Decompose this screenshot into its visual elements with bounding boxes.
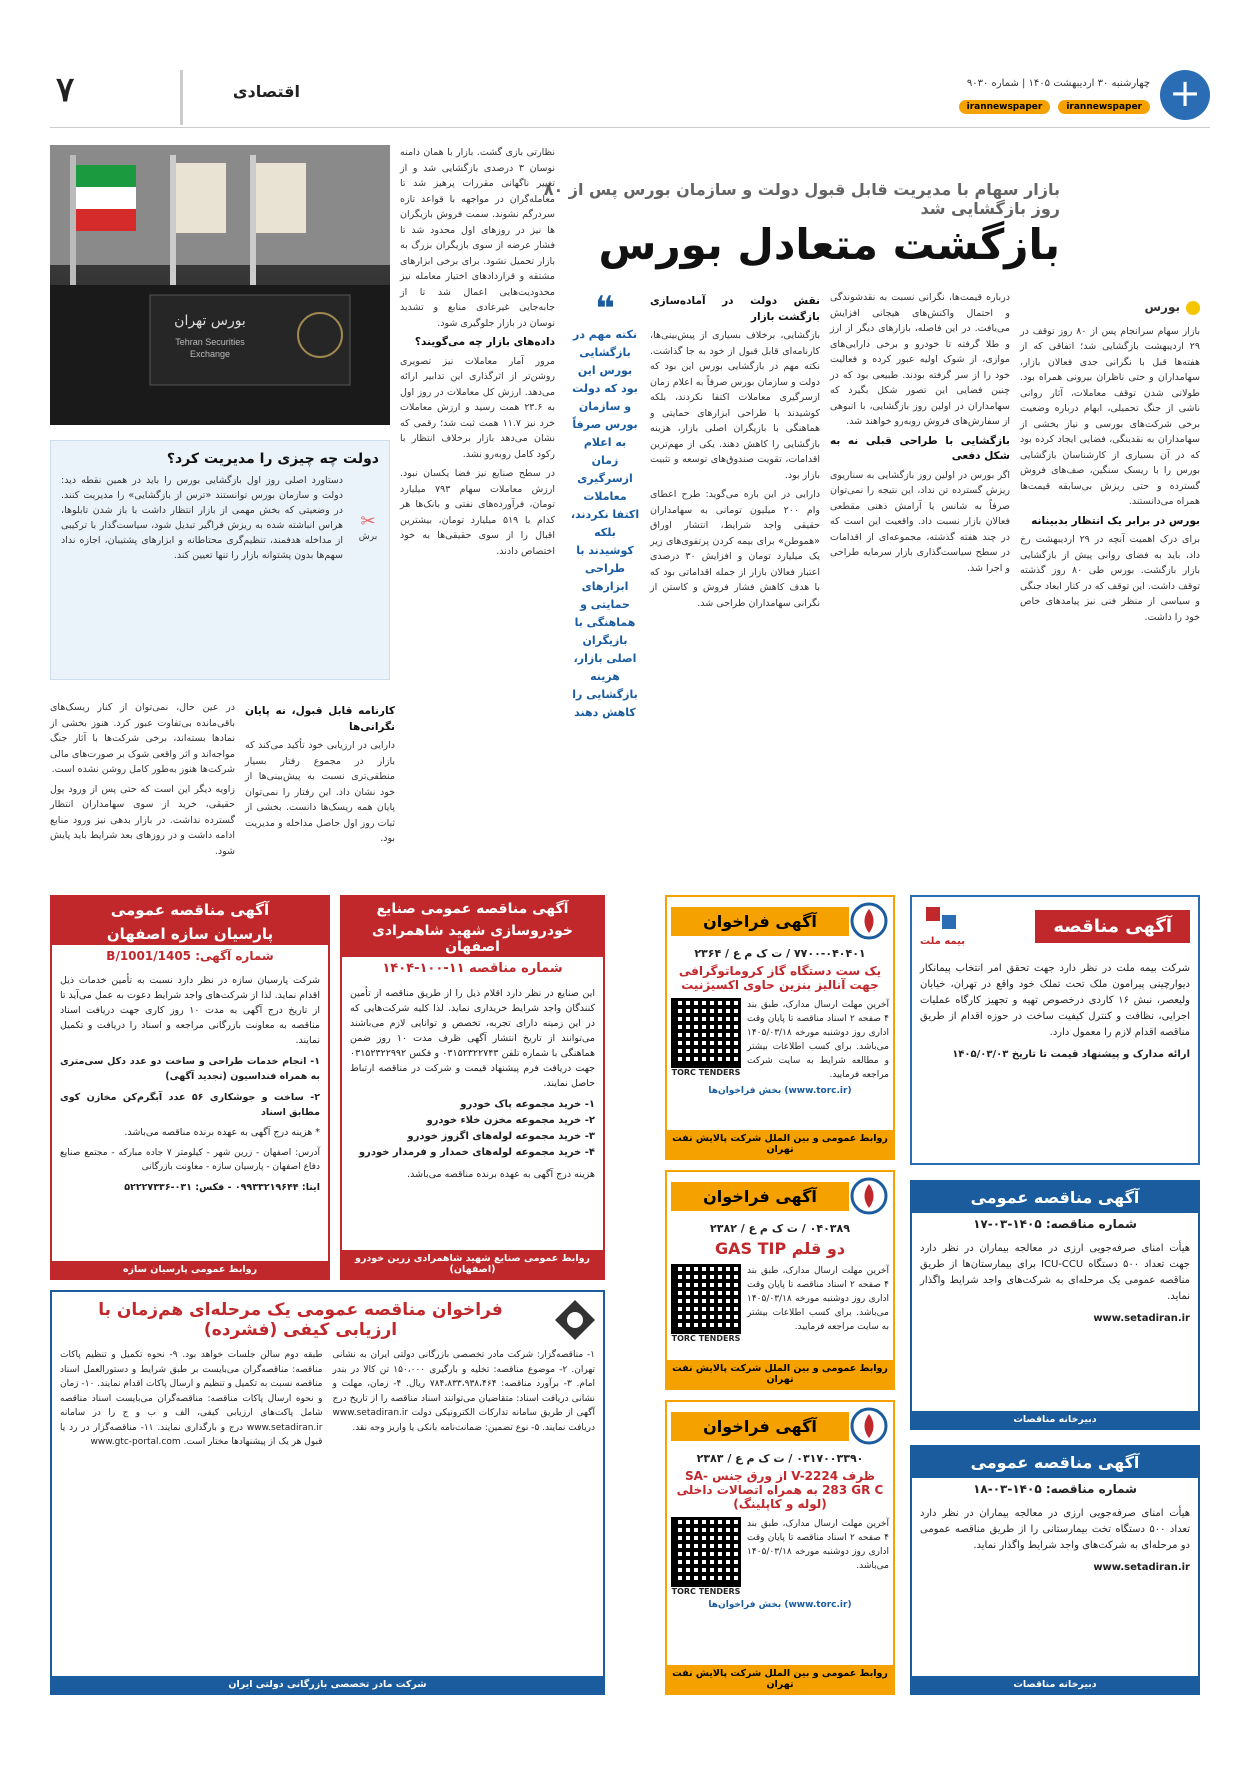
article-column-4 [400, 145, 555, 705]
torc-link[interactable]: (www.torc.ir) بخش فراخوان‌ها [708, 1600, 852, 1610]
topic-dot-icon [1186, 301, 1200, 315]
tehran-exchange-image [50, 145, 390, 425]
ad-call-1: آگهی فراخوان ۷۷۰۰-۰۴۰۴۰۱ / ت ک م ع / ۲۳۶۴ یک ست دستگاه گاز کروماتوگرافی جهت آنالیز بنزین حاوی اکسیژنیت آخرین مهلت ارسال مدارک، طبق بند ۴ صفحه ۲ اسناد مناقصه تا پایان وقت اداری روز دوشنبه مورخه ۱۴۰۵/۰۳/۱۸ می‌باشد. برای کسب اطلاعات بیشتر و مطالعه شرایط به سایت شرکت مراجعه فرمایید. TORC TENDERS (www.torc.ir) بخش فراخوان‌ها روابط عمومی و بین الملل شرکت پالایش نفت تهران [665, 895, 895, 1160]
page-number: ۷ [56, 71, 75, 109]
article-photo [50, 145, 390, 425]
svg-text:Tehran Securities: Tehran Securities [175, 337, 245, 347]
gtc-logo-icon [553, 1298, 597, 1342]
svg-text:بورس تهران: بورس تهران [174, 313, 246, 329]
article-headline: بازگشت متعادل بورس [598, 220, 1060, 269]
article-kicker: بازار سهام با مدیریت قابل قبول دولت و سازمان بورس پس از ۸۰ روز بازگشایی شد [543, 180, 1060, 218]
bottom-column-2: در عین حال، نمی‌توان از کنار ریسک‌های باقی‌مانده بی‌تفاوت عبور کرد. هنوز بخشی از نماد‌ها بسته‌اند، برخی شرکت‌ها با آثار جنگ مواجه‌اند و اثر واقعی شوک بر صورت‌های مالی شرکت‌ها هنوز به‌طور کامل روشن نشده است. زاویه دیگر این است که حتی پس از ورود پول حقیقی، خرید از سوی سهامداران انتظار گسترده نداشت. در بازار بدهی نیز ورود منابع ادامه داشت و در روزهای بعد شرایط باید پایش شود. [50, 702, 235, 857]
bottom-column-1: کارنامه قابل قبول، نه پایان نگرانی‌ها دارایی در ارزیابی خود تأکید می‌کند که بازار در مجموع رفتار بسیار منطقی‌تری نسبت به پیش‌بینی‌ها از خود نشان داد. این رفتار را نمی‌توان پایان همه ریسک‌ها دانست. بخشی از ثبات روز اول حاصل مداخله و مدیریت بود. [245, 705, 395, 844]
ad-title: آگهی مناقصه [1035, 910, 1190, 943]
sidebar-box [50, 440, 390, 680]
article-column-3 [650, 290, 820, 860]
paragraph: بازار سهام سرانجام پس از ۸۰ روز توقف در ۲۹ اردیبهشت بازگشایی شد؛ اتفاقی که از هفته‌ها قبل با نگرانی جدی فعالان بازار، سهامداران و حتی ناظران بیرونی همراه بود. طولانی شدن توقف معاملات، آثار روانی ناشی از جنگ تحمیلی، ابهام درباره وضعیت برخی شرکت‌های بورسی و نیاز بخشی از سهامداران به نقدینگی، فضایی ایجاد کرده بود که در آن بسیاری از کارشناسان بازگشایی بورس را با ریسک سنگین، صف‌های فروش گسترده و حتی ریزش بی‌سابقه قیمت‌ها همراه می‌دانستند. [1020, 325, 1200, 507]
subheading: نقش دولت در آماده‌سازی بازگشت بازار [650, 295, 820, 323]
plus-icon[interactable]: + [1160, 70, 1210, 120]
mellat-logo: بیمه ملت [920, 905, 965, 947]
nioc-logo-icon [849, 1406, 889, 1446]
nioc-logo-icon [849, 1176, 889, 1216]
paragraph: درباره قیمت‌ها، نگرانی نسبت به نقدشوندگی و احتمال واکنش‌های هیجانی افزایش می‌یافت. در این فاصله، بازارهای دیگر از ارز و طلا گرفته تا خودرو و برخی دارایی‌های موازی، از شوک اولیه عبور کرده و فعالیت خود را از سر گرفته بودند. طبیعی بود که در چنین فضایی این تصور شکل بگیرد که سهامداران در اولین روز بازگشایی، با انبوهی از سفارش‌های فروش روبه‌رو خواهند شد. [830, 292, 1010, 427]
ad-tender-3: آگهی مناقصه عمومی شماره مناقصه: ۱۴۰۵-۰۳-۱۸ هیأت امنای صرفه‌جویی ارزی در معالجه بیماران در نظر دارد تعداد ۵۰۰ دستگاه تخت بیمارستانی را از طریق مناقصه عمومی دو مرحله‌ای به شرکت‌های واجد شرایط واگذار نماید. www.setadiran.ir دبیرخانه مناقصات [910, 1445, 1200, 1695]
scissors-icon: ✂ برش [358, 511, 378, 542]
telegram-link[interactable]: irannewspaper [959, 100, 1051, 114]
ad-footer: ارائه مدارک و پیشنهاد قیمت تا تاریخ ۱۴۰۵/۰۳/۰۳ [952, 1049, 1190, 1060]
svg-text:Exchange: Exchange [189, 349, 231, 359]
ad-parsian-tender: آگهی مناقصه عمومی پارسیان سازه اصفهان شماره آگهی: 1405/B/1001 شرکت پارسیان سازه در نظر دارد نسبت به تأمین خدمات ذیل اقدام نماید. لذا از شرکت‌های واجد شرایط دعوت به عمل می‌آید تا از تاریخ درج آگهی به مدت ۱۰ روز کاری جهت دریافت اسناد مناقصه به معاونت بازرگانی مراجعه و اسناد را دریافت و تکمیل نمایند. ۱- انجام خدمات طراحی و ساخت دو عدد دکل سی‌متری به همراه فنداسیون (تجدید آگهی) ۲- ساخت و جوشکاری ۵۶ عدد آبگرم‌کن مخازن کوی مطابق اسناد * هزینه درج آگهی به عهده برنده مناقصه می‌باشد. آدرس: اصفهان - زرین شهر - کیلومتر ۷ جاده مبارکه - مجتمع صنایع دفاع اصفهان - پارسیان سازه - معاونت بازرگانی ایتا: ۰۹۹۳۳۲۱۹۶۴۴ - فکس: ۰۳۱-۵۲۲۲۷۳۳۶ روابط عمومی پارسیان سازه [50, 895, 330, 1280]
topic-tag: بورس [1020, 300, 1200, 316]
instagram-link[interactable]: irannewspaper [1058, 100, 1150, 114]
ad-tender-2: آگهی مناقصه عمومی شماره مناقصه: ۱۴۰۵-۰۳-۱۷ هیأت امنای صرفه‌جویی ارزی در معالجه بیماران در نظر دارد جهت تعداد ۵۰۰ دستگاه ICU-CCU برای بیمارستان‌ها از طریق مناقصه عمومی یک مرحله‌ای به شرکت‌های واجد شرایط واگذار نماید. www.setadiran.ir دبیرخانه مناقصات [910, 1180, 1200, 1430]
article-column-2 [830, 290, 1010, 860]
subheading: بورس در برابر یک انتظار بدبینانه [1031, 514, 1200, 527]
mellat-logo-icon [924, 905, 960, 933]
qr-code[interactable] [671, 1517, 741, 1587]
pull-quote: ❝ نکته مهم در بازگشایی بورس این بود که دولت و سازمان بورس صرفاً به اعلام زمان ازسرگیری معاملات اکتفا نکردند، بلکه کوشیدند با طراحی ابزارهای حمایتی و هماهنگی با بازیگران اصلی بازار، هزینه بازگشایی را کاهش دهند [570, 289, 640, 719]
quote-icon: ❝ [595, 289, 615, 329]
box-title: دولت چه چیزی را مدیریت کرد؟ [166, 451, 379, 467]
subheading: داده‌های بازار چه می‌گویند؟ [414, 336, 555, 348]
section-title: اقتصادی [232, 82, 300, 101]
torc-link[interactable]: (www.torc.ir) بخش فراخوان‌ها [708, 1086, 852, 1096]
paragraph: مرور آمار معاملات نیز تصویری روشن‌تر از اثرگذاری این تدابیر ارائه می‌دهد. ارزش کل معاملات در روز اول به ۲۳.۶ همت رسید و ارزش معاملات خرد نیز ۱۱.۷ همت ثبت شد؛ رقمی که نشان می‌دهد بازار برخلاف انتظار با رکود کامل روبه‌رو نشد. [400, 355, 556, 460]
page-header [50, 70, 1210, 128]
ad-call-2: آگهی فراخوان ۰۴۰۳۸۹ / ت ک م ع / ۲۳۸۲ دو قلم GAS TIP آخرین مهلت ارسال مدارک، طبق بند ۴ صفحه ۲ اسناد مناقصه تا پایان وقت اداری روز دوشنبه مورخه ۱۴۰۵/۰۳/۱۸ می‌باشد. برای کسب اطلاعات بیشتر به سایت مراجعه فرمایید. TORC TENDERS روابط عمومی و بین الملل شرکت پالایش نفت تهران [665, 1170, 895, 1390]
qr-code[interactable] [671, 998, 741, 1068]
paragraph: برای درک اهمیت آنچه در ۲۹ اردیبهشت رخ داد، باید به فضای روانی پیش از بازگشایی بازار بازگشت. بورس طی ۸۰ روز گذشته توقف داشت. این توقف که در کنار ابعاد جنگی و سیاسی از منظر فنی نیز پیامدهای خاص خود را داشت. [1020, 534, 1200, 623]
date-line: چهارشنبه ۳۰ اردیبهشت ۱۴۰۵ | شماره ۹۰۳۰ [966, 78, 1150, 89]
ad-industry-tender: آگهی مناقصه عمومی صنایع خودروسازی شهید شاهمرادی اصفهان شماره مناقصه ۱۱-۱۰۰-۱۴۰۴ این صنایع در نظر دارد اقلام ذیل را از طریق مناقصه از تأمین کنندگان واجد شرایط خریداری نماید. لذا کلیه شرکت‌هایی که در این زمینه دارای تجربه، تخصص و توانایی لازم می‌باشند می‌توانند از تاریخ انتشار آگهی ظرف مدت ۱۰ روز ضمن هماهنگی با شماره تلفن ۰۳۱۵۲۳۲۲۷۴۳ و فکس ۰۳۱۵۲۳۲۲۹۹۲ جهت دریافت فرم پیشنهاد قیمت و شرکت در مناقصه ارتباط حاصل نمایند. ۱- خرید مجموعه پاک خودرو ۲- خرید مجموعه مخزن خلاء خودرو ۳- خرید مجموعه لوله‌های اگزوز خودرو ۴- خرید مجموعه لوله‌های خمدار و فرمدار خودرو هزینه درج آگهی به عهده برنده مناقصه می‌باشد. روابط عمومی صنایع شهید شاهمرادی زرین خودرو (اصفهان) [340, 895, 605, 1280]
ad-tender-mellat [910, 895, 1200, 1165]
social-links [959, 100, 1150, 114]
nioc-logo-icon [849, 901, 889, 941]
paragraph: بازگشایی، برخلاف بسیاری از پیش‌بینی‌ها، کارنامه‌ای قابل قبول از خود به جا گذاشت. نکته مهم در بازگشایی بورس این بود که دولت و سازمان بورس صرفاً به اعلام زمان ازسرگیری معاملات اکتفا نکردند، بلکه کوشیدند با طراحی ابزارهای حمایتی و هماهنگی با بازیگران اصلی بازار، هزینه بازگشایی را کاهش دهند. یکی از مهم‌ترین اقدامات، تقویت صندوق‌های توسعه و تثبیت بازار بود. [650, 330, 820, 481]
setad-link[interactable]: www.setadiran.ir [1093, 1313, 1190, 1324]
paragraph: نظارتی بازی گشت. بازار با همان دامنه نوسان ۳ درصدی بازگشایی شد و از تغییر ناگهانی مقررات پرهیز شد تا معامله‌گران در مواجهه با قواعد تازه سردرگم نشوند. سمت فروش بازیگران ها نیز در روزهای اول محدود شد تا فشار عرضه از سوی بازیگران بزرگ به بازار تحمیل نشود. برای برخی ابزارهای مشتقه و قراردادهای اختیار معامله نیز محدودیت‌هایی اعمال شد تا از جابه‌جایی غیرعادی منابع و تشدید نوسان در بازار جلوگیری شود. [400, 147, 556, 329]
paragraph: دارایی در این باره می‌گوید: طرح اعطای وام ۲۰۰ میلیون تومانی به سهامداران حقیقی واجد شرایط، انتشار اوراق «هموطن» برای بیمه کردن پرتفوی‌های زیر یک میلیارد تومان و افزایش ۳۰ درصدی اعتبار فعالان بازار از جمله اقداماتی بود که با هدف کاهش فشار فروش و کاستن از نگرانی سهامداران طراحی شد. [650, 489, 821, 609]
box-text: دستاورد اصلی روز اول بازگشایی بورس را باید در همین نقطه دید: دولت و سازمان بورس توانستند «ترس از بازگشایی» را مدیریت کنند. در وضعیتی که بخش مهمی از بازار انتظار داشت با باز شدن تابلوها، هراس انباشته شده به ریزش فراگیر تبدیل شود، سیاست‌گذار با ترکیبی از مداخله هدفمند، تنظیم‌گری محتاطانه و ابزارهای پشتیبان، اجازه نداد سهم‌ها بدون پشتوانه بازار را تنها تعیین کند. [61, 475, 343, 561]
section-divider [180, 70, 183, 125]
ad-body: شرکت بیمه ملت در نظر دارد جهت تحقق امر انتخاب پیمانکار دیوارچینی پیرامون ملک تحت تملک خود واقع در تهران، خیابان ولیعصر، نبش ۱۶ کاردی درخصوص تهیه و تجهیز کارگاه عملیات اجرایی، نظافت و کنترل کیفیت ساخت در حوزه اقدام از طریق مناقصه اقدام لازم را معمول دارد. [920, 963, 1190, 1038]
setad-link[interactable]: www.setadiran.ir [1093, 1562, 1190, 1573]
paragraph: در سطح صنایع نیز فضا یکسان نبود. ارزش معاملات سهام ۷۹۳ میلیارد تومان، فرآورده‌های نفتی و بانک‌ها هر کدام با ۵۱۹ میلیارد تومان، بیشترین اقبال را از سوی حقیقی‌ها به خود اختصاص دادند. [400, 468, 556, 557]
subheading: بازگشایی با طراحی قبلی نه به شکل دفعی [830, 434, 1010, 462]
qr-code[interactable] [671, 1264, 741, 1334]
paragraph: اگر بورس در اولین روز بازگشایی به سناریوی ریزش گسترده تن نداد، این نتیجه را نمی‌توان صرفاً به شانس یا آرامش ذهنی مقطعی فعالان بازار نسبت داد. واقعیت این است که در چند هفته گذشته، مجموعه‌ای از اقدامات در سطح سیاست‌گذاری بازار سرمایه طراحی و اجرا شد. [830, 469, 1010, 574]
article-column-1 [1020, 300, 1200, 860]
ad-trade-tender: فراخوان مناقصه عمومی یک مرحله‌ای هم‌زمان با ارزیابی کیفی (فشرده) ۱- مناقصه‌گزار: شرکت مادر تخصصی بازرگانی دولتی ایران به نشانی تهران. ۲- موضوع مناقصه: تخلیه و بارگیری ۱۵۰،۰۰۰ تن کالا در بندر امام. ۳- برآورد مناقصه: ۷۸۴،۸۳۳،۹۳۸،۴۶۴ ریال. ۴- زمان، مهلت و نشانی دریافت اسناد: متقاضیان می‌توانند اسناد مناقصه را از تاریخ درج آگهی از طریق سامانه تدارکات الکترونیکی دولت www.setadiran.ir دریافت نمایند. ۵- نوع تضمین: ضمانت‌نامه بانکی یا واریز وجه نقد. طبقه دوم سالن جلسات خواهد بود. ۹- نحوه تکمیل و تنظیم پاکات مناقصه: مناقصه‌گران می‌بایست بر طبق شرایط و دستورالعمل اسناد مناقصه نسبت به تکمیل و تنظیم و ارسال پاکات اقدام نمایند. ۱۰- زمان و نحوه ارسال پاکات مناقصه: مناقصه‌گران می‌بایست اسناد مناقصه شامل پاکت‌های ارزیابی کیفی، الف و ب و ج را در سامانه www.setadiran.ir درج و بارگذاری نمایند. ۱۱- مناقصه‌گزار در رد یا قبول هر یک از پیشنهادها مختار است. www.gtc-portal.com شرکت مادر تخصصی بازرگانی دولتی ایران [50, 1290, 605, 1695]
ad-call-3: آگهی فراخوان ۰۳۱۷۰۰۳۳۹۰ / ت ک م ع / ۲۳۸۳ ظرف V-2224 از ورق جنس SA-283 GR C به همراه اتصالات داخلی (لوله و کاپلینگ) آخرین مهلت ارسال مدارک، طبق بند ۴ صفحه ۲ اسناد مناقصه تا پایان وقت اداری روز دوشنبه مورخه ۱۴۰۵/۰۳/۱۸ می‌باشد. TORC TENDERS (www.torc.ir) بخش فراخوان‌ها روابط عمومی و بین الملل شرکت پالایش نفت تهران [665, 1400, 895, 1695]
